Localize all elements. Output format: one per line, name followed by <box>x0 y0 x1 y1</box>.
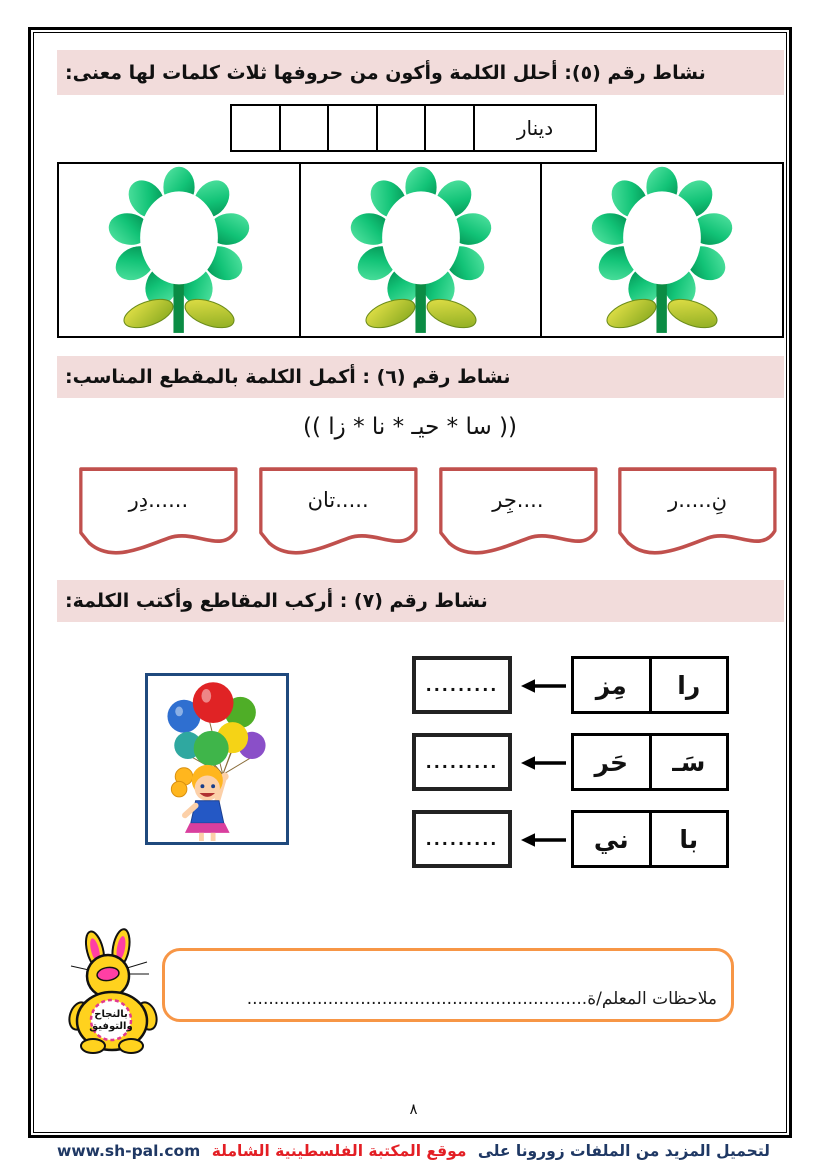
syllable-bank: (( سا * حيـ * نا * زا )) <box>303 414 517 440</box>
empty-letter-cell <box>232 106 281 150</box>
incomplete-word: نِ.....ر <box>668 488 728 512</box>
activity6-title: نشاط رقم (٦) : أكمل الكلمة بالمقطع المناسب: <box>65 366 511 388</box>
wavy-card <box>438 466 599 562</box>
activity5-header <box>57 50 784 95</box>
flower-icon <box>104 165 254 335</box>
wavy-card <box>617 466 778 562</box>
flower-icon <box>587 165 737 335</box>
activity7-header <box>57 580 784 622</box>
footer-site-url: www.sh-pal.com <box>57 1142 201 1160</box>
syllable-cell-right: با <box>679 824 699 854</box>
mascot-text-line2: والتوفيق <box>89 1021 133 1032</box>
wavy-card-shape <box>78 466 239 562</box>
wavy-card <box>258 466 419 562</box>
teacher-notes-dots: ............................................................... <box>246 989 588 1009</box>
syllable-cell-left: حَر <box>574 736 652 788</box>
girl-with-balloons-image <box>145 673 289 845</box>
teacher-notes-label: ملاحظات المعلم/ة <box>587 989 717 1009</box>
teacher-notes-box <box>162 948 734 1022</box>
activity7-title: نشاط رقم (٧) : أركب المقاطع وأكتب الكلمة: <box>65 590 488 612</box>
page-number: ٨ <box>409 1100 418 1118</box>
incomplete-word: ......دِر <box>128 488 189 512</box>
given-word-cell: دينار <box>516 116 554 140</box>
empty-letter-cell <box>378 106 427 150</box>
activity5-title: نشاط رقم (٥): أحلل الكلمة وأكون من حروفها ثلاث كلمات لها معنى: <box>65 61 706 84</box>
syllable-table <box>571 810 729 868</box>
footer-banner <box>0 1142 827 1160</box>
syllable-table <box>571 733 729 791</box>
girl-with-balloons-illustration <box>149 677 285 841</box>
left-arrow-icon <box>520 754 568 772</box>
wavy-card <box>78 466 239 562</box>
syllable-combo-row <box>410 810 732 870</box>
wavy-card-shape <box>258 466 419 562</box>
activity6-header <box>57 356 784 398</box>
flower-cell <box>59 164 299 336</box>
empty-letter-cell <box>329 106 378 150</box>
wavy-card-shape <box>438 466 599 562</box>
footer-text-part2: موقع المكتبة الفلسطينية الشاملة <box>211 1142 467 1160</box>
incomplete-word: ....جِر <box>492 488 544 512</box>
left-arrow-icon <box>520 677 568 695</box>
syllable-combo-row <box>410 733 732 793</box>
wavy-card-shape <box>617 466 778 562</box>
flower-cell <box>299 164 541 336</box>
teacher-notes-line <box>247 989 717 1009</box>
incomplete-word: .....تان <box>307 488 369 512</box>
bunny-mascot <box>55 926 175 1054</box>
flower-icon <box>346 165 496 335</box>
flower-cell <box>540 164 782 336</box>
syllable-cell-left: مِز <box>574 659 652 711</box>
left-arrow-icon <box>520 831 568 849</box>
empty-letter-cell <box>426 106 475 150</box>
empty-letter-cell <box>281 106 330 150</box>
syllable-cell-right: سَـ <box>672 747 706 777</box>
wavy-cards-row <box>78 466 778 562</box>
syllable-combo-row <box>410 656 732 716</box>
answer-box: ......... <box>412 656 512 714</box>
footer-text-part1: لتحميل المزيد من الملفات زورونا على <box>477 1142 770 1160</box>
syllable-cell-left: ني <box>574 813 652 865</box>
mascot-text-line1: بالنجاح <box>94 1009 128 1020</box>
answer-box: ......... <box>412 733 512 791</box>
syllable-table <box>571 656 729 714</box>
syllable-cell-right: را <box>677 670 701 700</box>
flower-answer-box <box>57 162 784 338</box>
activity5-letter-table <box>230 104 597 152</box>
answer-box: ......... <box>412 810 512 868</box>
